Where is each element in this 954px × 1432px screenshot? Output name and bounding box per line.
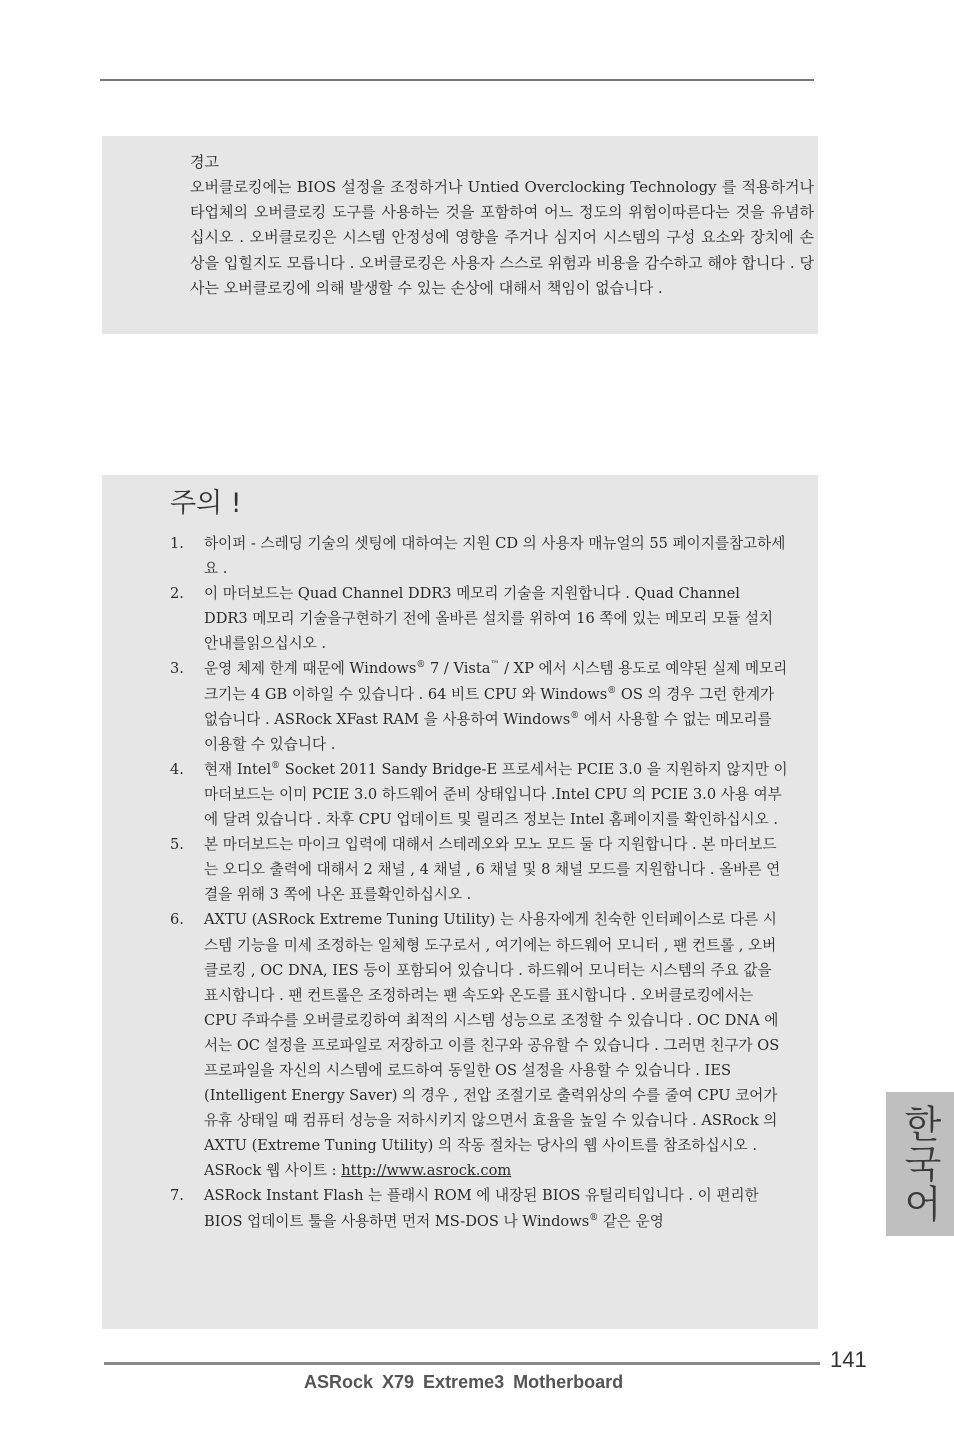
list-item [170,907,788,1183]
list-item [170,757,788,832]
registered-mark: ® [570,710,580,721]
item-text: 같은 운영 [598,1212,664,1230]
item-number: 6. [170,911,184,929]
item-text: 운영 체제 한계 때문에 Windows [204,660,417,678]
item-number: 4. [170,760,184,778]
caution-list [170,531,788,1234]
list-item [170,581,788,656]
list-item [170,832,788,907]
item-text: 본 마더보드는 마이크 입력에 대해서 스테레오와 모노 모드 둘 다 지원합니다 . 본 마더보드는 오디오 출력에 대해서 2 채널 , 4 채널 , 6 채널 및 8 채널 모드를 지원합니다 . 올바른 연결을 위해 3 쪽에 나온 표를확인하십시오 . [204,836,781,904]
item-text: 현재 Intel [204,760,272,778]
item-number: 7. [170,1187,184,1205]
item-text: 이 마더보드는 Quad Channel DDR3 메모리 기술을 지원합니다 . Quad Channel DDR3 메모리 기술을구현하기 전에 올바른 설치를 위하여 16 쪽에 있는 메모리 모듈 설치 안내를읽으십시오 . [204,585,774,653]
language-tab-label: 한국어 [897,1104,942,1224]
item-number: 5. [170,836,184,854]
item-number: 1. [170,535,184,552]
item-text: 하이퍼 - 스레딩 기술의 셋팅에 대하여는 지원 CD 의 사용자 매뉴얼의 55 페이지를참고하세요 . [204,535,786,578]
language-tab [886,1092,954,1236]
page-number: 141 [830,1347,867,1372]
item-number: 2. [170,585,184,603]
website-label: ASRock 웹 사이트 : [204,1162,342,1180]
warning-box [102,136,818,334]
list-item [170,1183,788,1233]
item-text: 7 / Vista [425,660,491,678]
top-divider [100,79,814,81]
item-text: 에서 사용할 수 없는 메모리를 이용할 수 있습니다 . [204,710,772,753]
footer-divider [104,1362,820,1365]
item-text: OS 의 경우 그런 한계가 없습니다 . ASRock XFast RAM 을 사용하여 Windows [204,685,775,728]
list-item [170,656,788,756]
registered-mark: ® [589,1212,599,1223]
item-text: ASRock Instant Flash 는 플래시 ROM 에 내장된 BIOS 유틸리티입니다 . 이 편리한 BIOS 업데이트 툴을 사용하면 먼저 MS-DOS 나 Windows [204,1187,759,1230]
caution-title: 주의 ! [170,488,242,519]
item-text: Socket 2011 Sandy Bridge-E 프로세서는 PCIE 3.0 을 지원하지 않지만 이 마더보드는 이미 PCIE 3.0 하드웨어 준비 상태입니다 .Intel CPU 의 PCIE 3.0 사용 여부에 달려 있습니다 . 차후 CPU 업데이트 및 릴리즈 정보는 Intel 홈페이지를 확인하십시오 . [204,760,788,829]
registered-mark: ® [607,685,617,696]
registered-mark: ® [271,760,281,771]
item-number: 3. [170,660,184,678]
caution-box [102,475,818,1329]
warning-body: 오버클로킹에는 BIOS 설정을 조정하거나 Untied Overclocking Technology 를 적용하거나타업체의 오버클로킹 도구를 사용하는 것을 포함하여 어느 정도의 위험이따른다는 것을 유념하십시오 . 오버클로킹은 시스템 안정성에 영향을 주거나 심지어 시스템의 구성 요소와 장치에 손상을 입힐지도 모릅니다 . 오버클로킹은 사용자 스스로 위험과 비용을 감수하고 해야 합니다 . 당사는 오버클로킹에 의해 발생할 수 있는 손상에 대해서 책임이 없습니다 . [190,178,814,297]
website-link[interactable]: http://www.asrock.com [341,1162,512,1180]
registered-mark: ® [416,660,426,671]
list-item [170,531,788,581]
footer-title: ASRock X79 Extreme3 Motherboard [304,1372,624,1392]
item-text: / XP 에서 시스템 용도로 예약된 실제 메모리 크기는 4 GB 이하일 수 있습니다 . 64 비트 CPU 와 Windows [204,660,788,703]
warning-title: 경고 [190,153,219,171]
trademark-mark: ™ [490,660,500,671]
item-text: AXTU (ASRock Extreme Tuning Utility) 는 사용자에게 친숙한 인터페이스로 다른 시스템 기능을 미세 조정하는 일체형 도구로서 , 여기에는 하드웨어 모니터 , 팬 컨트롤 , 오버클로킹 , OC DNA, IES 등이 포함되어 있습니다 . 하드웨어 모니터는 시스템의 주요 값을 표시합니다 . 팬 컨트롤은 조정하려는 팬 속도와 온도를 표시합니다 . 오버클로킹에서는 CPU 주파수를 오버클로킹하여 최적의 시스템 성능으로 조정할 수 있습니다 . OC DNA 에서는 OC 설정을 프로파일로 저장하고 이를 친구와 공유할 수 있습니다 . 그러면 친구가 OS 프로파일을 자신의 시스템에 로드하여 동일한 OS 설정을 사용할 수 있습니다 . IES (Intelligent Energy Saver) 의 경우 , 전압 조절기로 출력위상의 수를 줄여 CPU 코어가 유휴 상태일 때 컴퓨터 성능을 저하시키지 않으면서 효율을 높일 수 있습니다 . ASRock 의 AXTU (Extreme Tuning Utility) 의 작동 절차는 당사의 웹 사이트를 참조하십시오 . [204,911,780,1155]
